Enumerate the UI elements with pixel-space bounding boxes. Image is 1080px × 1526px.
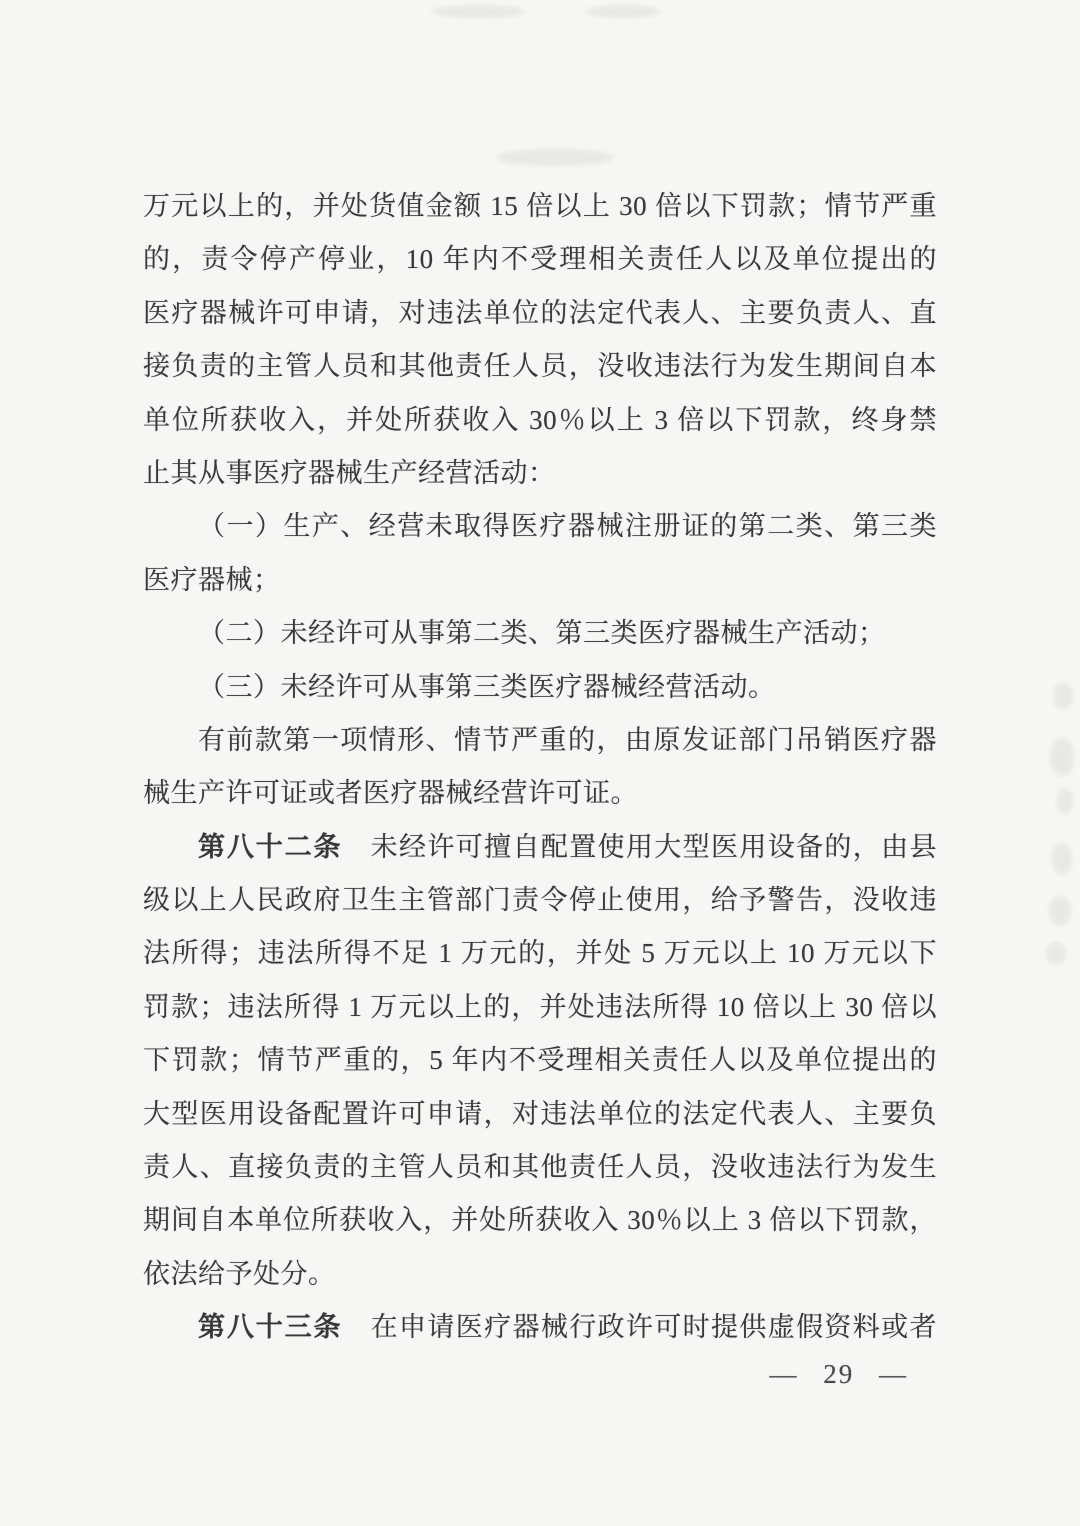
scan-bleedthrough-mark <box>1049 896 1071 926</box>
article-number: 第八十三条 <box>198 1312 343 1343</box>
article-number: 第八十二条 <box>198 831 343 862</box>
text-line <box>143 767 937 820</box>
text-line-content: 医疗器械许可申请，对违法单位的法定代表人、主要负责人、直 <box>143 297 937 328</box>
text-line <box>143 340 937 393</box>
scan-bleedthrough-mark <box>1057 788 1073 814</box>
text-line-content: 法所得；违法所得不足 1 万元的，并处 5 万元以上 10 万元以下 <box>143 938 937 969</box>
text-line <box>143 1088 937 1141</box>
scan-bleedthrough-mark <box>1052 843 1072 875</box>
text-line <box>143 1141 937 1194</box>
text-line-content: 期间自本单位所获收入，并处所获收入 30％以上 3 倍以下罚款， <box>143 1205 937 1236</box>
text-line-content: 级以上人民政府卫生主管部门责令停止使用，给予警告，没收违 <box>143 885 937 916</box>
text-line-content: （二）未经许可从事第二类、第三类医疗器械生产活动； <box>198 618 886 649</box>
scan-bleedthrough-mark <box>1050 738 1074 776</box>
text-line <box>143 981 937 1034</box>
page-number: — 29 — <box>769 1359 908 1389</box>
scan-smudge <box>586 5 660 18</box>
text-line <box>143 287 937 340</box>
text-line-content: 械生产许可证或者医疗器械经营许可证。 <box>143 778 638 809</box>
text-line <box>143 714 937 767</box>
text-line <box>143 1301 937 1354</box>
scan-bleedthrough-mark <box>1046 942 1066 964</box>
text-line-content: 有前款第一项情形、情节严重的，由原发证部门吊销医疗器 <box>198 724 937 755</box>
text-line <box>143 874 937 927</box>
text-line-content: 医疗器械； <box>143 564 281 595</box>
text-line-content: 止其从事医疗器械生产经营活动： <box>143 457 556 488</box>
text-line-content: （一）生产、经营未取得医疗器械注册证的第二类、第三类 <box>198 511 937 542</box>
scan-smudge <box>432 5 524 18</box>
text-line <box>143 1194 937 1247</box>
text-line-content: 下罚款；情节严重的，5 年内不受理相关责任人以及单位提出的 <box>143 1045 937 1076</box>
text-line <box>143 180 937 233</box>
text-line-content: 单位所获收入，并处所获收入 30％以上 3 倍以下罚款，终身禁 <box>143 404 937 435</box>
text-line-content: 依法给予处分。 <box>143 1258 336 1289</box>
text-line <box>143 394 937 447</box>
text-line-content: 在申请医疗器械行政许可时提供虚假资料或者 <box>342 1312 938 1343</box>
text-line-content: 罚款；违法所得 1 万元以上的，并处违法所得 10 倍以上 30 倍以 <box>143 991 937 1022</box>
text-line-content: 责人、直接负责的主管人员和其他责任人员，没收违法行为发生 <box>143 1152 937 1183</box>
text-line <box>143 661 937 714</box>
scan-bleedthrough-mark <box>1053 683 1073 709</box>
page-footer <box>770 1350 909 1398</box>
scan-smudge <box>497 149 613 166</box>
text-line-content: 万元以上的，并处货值金额 15 倍以上 30 倍以下罚款；情节严重 <box>143 191 937 221</box>
text-line <box>143 821 937 874</box>
text-line <box>143 1248 937 1301</box>
text-line-content: 大型医用设备配置许可申请，对违法单位的法定代表人、主要负 <box>143 1098 937 1129</box>
text-line <box>143 233 937 286</box>
text-line <box>143 1034 937 1087</box>
text-line-content: （三）未经许可从事第三类医疗器械经营活动。 <box>198 671 776 702</box>
text-line <box>143 447 937 500</box>
text-line <box>143 500 937 553</box>
text-line-content: 未经许可擅自配置使用大型医用设备的，由县 <box>342 831 938 862</box>
text-line <box>143 607 937 660</box>
text-line <box>143 927 937 980</box>
text-line-content: 的，责令停产停业，10 年内不受理相关责任人以及单位提出的 <box>143 244 937 275</box>
text-line <box>143 554 937 607</box>
text-line-content: 接负责的主管人员和其他责任人员，没收违法行为发生期间自本 <box>143 351 937 382</box>
document-body <box>143 180 937 1355</box>
